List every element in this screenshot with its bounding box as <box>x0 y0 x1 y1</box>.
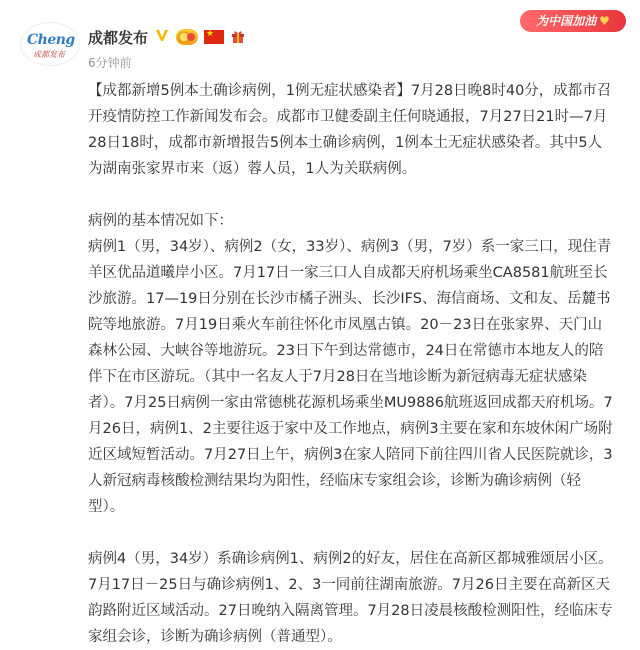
paragraph-spacer <box>88 182 616 208</box>
post-paragraph-1: 【成都新增5例本土确诊病例，1例无症状感染者】7月28日晚8时40分，成都市召开疫情防控工作新闻发布会。成都市卫健委副主任何晓通报，7月27日21时—7月28日18时，成都市新增报告5例本土确诊病例，1例本土无症状感染者。其中5人为湖南张家界市来（返）蓉人员，1人为关联病例。 <box>88 83 612 177</box>
post-paragraph-3: 病例4（男，34岁）系确诊病例1、病例2的好友，居住在高新区都城雅颂居小区。7月17日－25日与确诊病例1、2、3一同前往湖南旅游。7月26日主要在高新区天韵路附近区域活动。27日晚纳入隔离管理。7月28日凌晨核酸检测阳性，经临床专家组会诊，诊断为确诊病例（普通型）。 <box>88 551 613 645</box>
avatar-logo-text: Cheng <box>27 32 75 48</box>
account-name-row <box>88 26 246 48</box>
post-content <box>88 78 616 650</box>
avatar[interactable] <box>20 22 80 66</box>
account-name[interactable]: 成都发布 <box>88 28 149 47</box>
post-timestamp[interactable]: 6分钟前 <box>88 56 132 70</box>
gold-member-icon[interactable] <box>176 29 198 45</box>
avatar-logo-subtext: 成都发布 <box>33 50 65 59</box>
verified-v-icon[interactable] <box>154 27 170 47</box>
paragraph-spacer <box>88 520 616 546</box>
post-header <box>0 0 640 78</box>
post-paragraph-2: 病例的基本情况如下： 病例1（男，34岁）、病例2（女，33岁）、病例3（男，7岁）系一家三口，现住青羊区优品道曦岸小区。7月17日一家三口人自成都天府机场乘坐CA8581航班至长沙旅游。17—19日分别在长沙市橘子洲头、长沙IFS、海信商场、文和友、岳麓书院等地旅游。7月19日乘火车前往怀化市凤凰古镇。20－23日在张家界、天门山森林公园、大峡谷等地游玩。23日下午到达常德市，24日在常德市本地友人的陪伴下在市区游玩。（其中一名友人于7月28日在当地诊断为新冠病毒无症状感染者）。7月25日病例一家由常德桃花源机场乘坐MU9886航班返回成都天府机场。7月26日，病例1、2主要往返于家中及工作地点，病例3主要在家和东坡休闲广场附近区域短暂活动。7月27日上午，病例3在家人陪同下前往四川省人民医院就诊，3人新冠病毒核酸检测结果均为阳性，经临床专家组会诊，诊断为确诊病例（轻型）。 <box>88 213 613 515</box>
china-flag-icon[interactable] <box>204 30 224 44</box>
gift-icon[interactable] <box>230 29 246 45</box>
support-badge[interactable] <box>520 10 626 32</box>
support-badge-text: 为中国加油 <box>536 14 597 28</box>
heart-icon: ♥ <box>599 14 610 28</box>
